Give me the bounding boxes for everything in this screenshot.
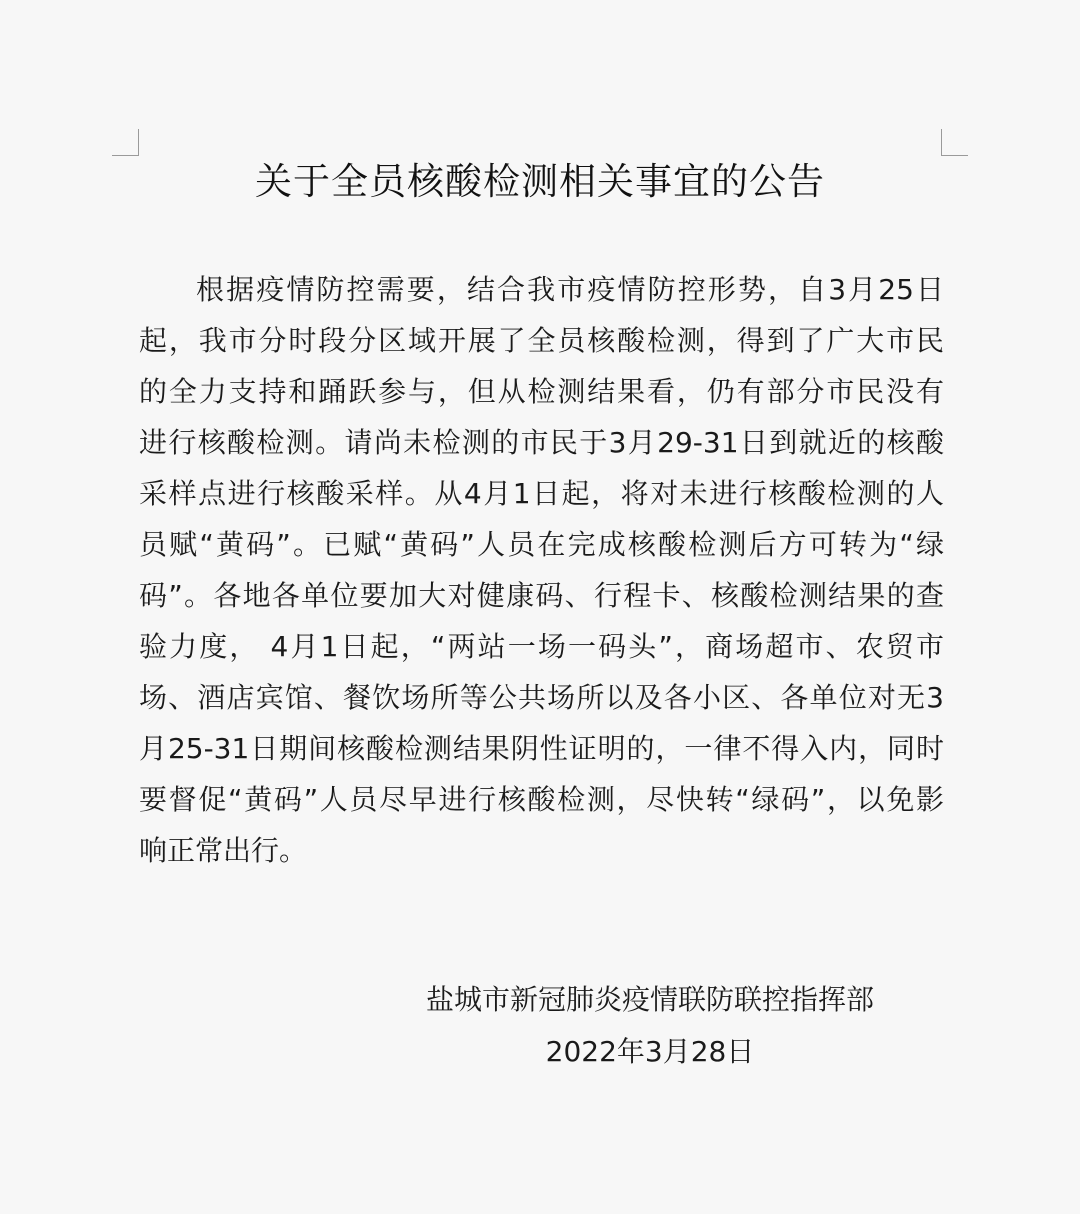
issuer-name: 盐城市新冠肺炎疫情联防联控指挥部 [425,983,874,1016]
body-line: 验力度， 4月1日起，“两站一场一码头”，商场超市、农贸市 [139,630,944,663]
body-line: 员赋“黄码”。已赋“黄码”人员在完成核酸检测后方可转为“绿 [139,528,944,561]
document-title: 关于全员核酸检测相关事宜的公告 [255,160,825,203]
signature-block [380,974,920,1078]
body-line: 场、酒店宾馆、餐饮场所等公共场所以及各小区、各单位对无3 [139,681,944,714]
body-line: 月25-31日期间核酸检测结果阴性证明的，一律不得入内，同时 [139,732,944,765]
body-line: 起，我市分时段分区域开展了全员核酸检测，得到了广大市民 [139,324,944,357]
margin-corner-mark-top-right [941,129,968,156]
body-line: 根据疫情防控需要，结合我市疫情防控形势，自3月25日 [196,273,944,306]
issue-date: 2022年3月28日 [545,1035,755,1068]
body-line: 进行核酸检测。请尚未检测的市民于3月29-31日到就近的核酸 [139,426,944,459]
body-line: 码”。各地各单位要加大对健康码、行程卡、核酸检测结果的查 [139,579,944,612]
body-line: 要督促“黄码”人员尽早进行核酸检测，尽快转“绿码”，以免影 [139,783,944,816]
body-line: 采样点进行核酸采样。从4月1日起，将对未进行核酸检测的人 [139,477,944,510]
body-line: 响正常出行。 [139,834,308,867]
announcement-body [139,264,944,876]
body-line: 的全力支持和踊跃参与，但从检测结果看，仍有部分市民没有 [139,375,944,408]
margin-corner-mark-top-left [112,129,139,156]
